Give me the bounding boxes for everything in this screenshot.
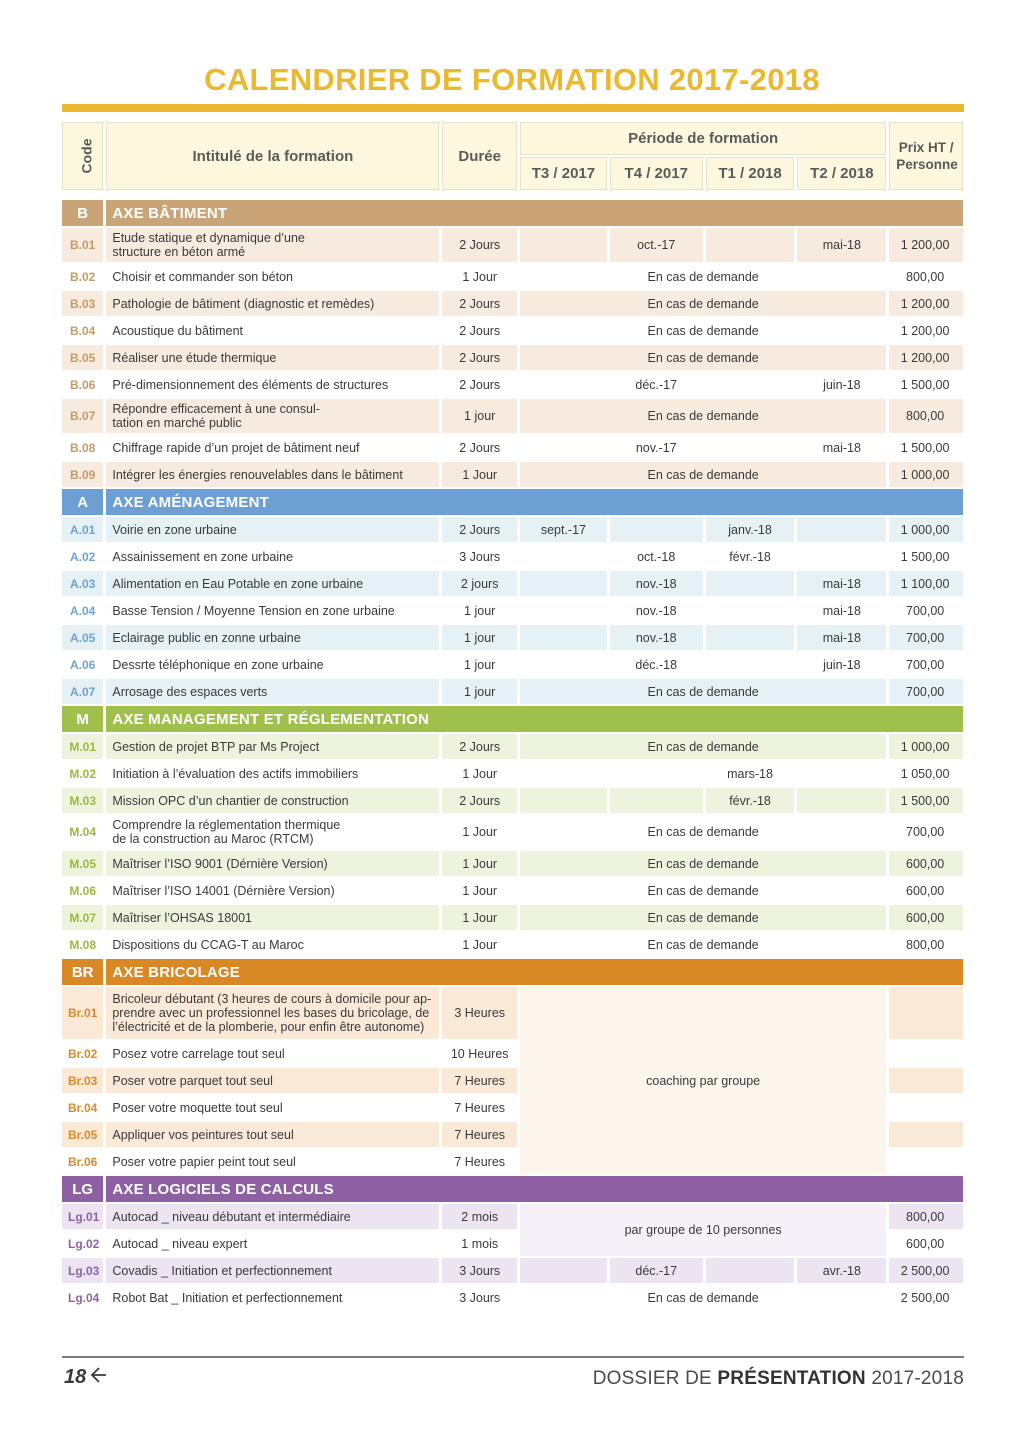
- course-duration: 2 Jours: [442, 318, 517, 343]
- course-code: B.03: [62, 291, 103, 316]
- course-title: Posez votre carrelage tout seul: [106, 1041, 439, 1066]
- course-title: Mission OPC d’un chantier de construction: [106, 788, 439, 813]
- period-t1: [706, 571, 795, 596]
- course-duration: 3 Jours: [442, 544, 517, 569]
- on-demand-note: En cas de demande: [520, 679, 886, 704]
- course-title: Voirie en zone urbaine: [106, 517, 439, 542]
- header-period-t1-2018: T1 / 2018: [706, 157, 795, 190]
- coaching-note: coaching par groupe: [520, 987, 886, 1174]
- period-t3: [520, 652, 607, 677]
- left-arrow-icon: [90, 1365, 108, 1385]
- section-code: M: [62, 706, 103, 732]
- period-t2: juin-18: [797, 652, 886, 677]
- section-code: LG: [62, 1176, 103, 1202]
- page-title: CALENDRIER DE FORMATION 2017-2018: [204, 62, 820, 97]
- period-t2: avr.-18: [797, 1258, 886, 1283]
- period-t2: juin-18: [797, 372, 886, 397]
- header-duree: Durée: [442, 122, 517, 190]
- course-title: Eclairage public en zonne urbaine: [106, 625, 439, 650]
- course-duration: 2 Jours: [442, 435, 517, 460]
- course-price: [889, 1095, 963, 1120]
- course-code: B.05: [62, 345, 103, 370]
- header-period-t3-2017: T3 / 2017: [520, 157, 607, 190]
- course-duration: 2 Jours: [442, 345, 517, 370]
- course-price: 800,00: [889, 264, 963, 289]
- period-t2: [797, 761, 886, 786]
- course-title: Acoustique du bâtiment: [106, 318, 439, 343]
- table-row: [62, 1258, 963, 1283]
- course-price: 1 500,00: [889, 788, 963, 813]
- period-t2: mai-18: [797, 228, 886, 262]
- course-title: Arrosage des espaces verts: [106, 679, 439, 704]
- course-code: A.03: [62, 571, 103, 596]
- course-duration: 7 Heures: [442, 1149, 517, 1174]
- course-code: B.09: [62, 462, 103, 487]
- period-t4: nov.-18: [610, 625, 703, 650]
- course-code: B.07: [62, 399, 103, 433]
- course-price: [889, 1149, 963, 1174]
- title-underline: [62, 104, 964, 112]
- table-row: [62, 987, 963, 1039]
- course-code: B.01: [62, 228, 103, 262]
- period-t2: [797, 544, 886, 569]
- course-price: 700,00: [889, 598, 963, 623]
- section-br: [62, 959, 963, 985]
- table-row: [62, 652, 963, 677]
- course-duration: 2 mois: [442, 1204, 517, 1229]
- course-price: 1 200,00: [889, 291, 963, 316]
- period-t4: nov.-17: [610, 435, 703, 460]
- course-code: M.06: [62, 878, 103, 903]
- course-code: M.03: [62, 788, 103, 813]
- course-code: A.05: [62, 625, 103, 650]
- course-price: 600,00: [889, 851, 963, 876]
- course-title: Pré-dimensionnement des éléments de structures: [106, 372, 439, 397]
- course-title: Alimentation en Eau Potable en zone urbaine: [106, 571, 439, 596]
- section-b: [62, 200, 963, 226]
- course-title: Autocad _ niveau expert: [106, 1231, 439, 1256]
- page-number: 18: [64, 1366, 87, 1388]
- course-duration: 1 Jour: [442, 264, 517, 289]
- course-code: Br.03: [62, 1068, 103, 1093]
- course-code: M.01: [62, 734, 103, 759]
- course-code: M.07: [62, 905, 103, 930]
- on-demand-note: En cas de demande: [520, 345, 886, 370]
- course-duration: 10 Heures: [442, 1041, 517, 1066]
- period-t1: [706, 228, 795, 262]
- section-a: [62, 489, 963, 515]
- course-price: 800,00: [889, 399, 963, 433]
- period-t3: [520, 544, 607, 569]
- table-row: [62, 932, 963, 957]
- period-t3: [520, 1258, 607, 1283]
- on-demand-note: En cas de demande: [520, 815, 886, 849]
- course-title: Intégrer les énergies renouvelables dans le bâtiment: [106, 462, 439, 487]
- course-duration: 2 Jours: [442, 291, 517, 316]
- period-t2: [797, 517, 886, 542]
- course-price: 600,00: [889, 1231, 963, 1256]
- course-code: Br.06: [62, 1149, 103, 1174]
- course-price: 1 100,00: [889, 571, 963, 596]
- period-t3: sept.-17: [520, 517, 607, 542]
- course-code: M.08: [62, 932, 103, 957]
- course-code: Lg.03: [62, 1258, 103, 1283]
- period-t4: nov.-18: [610, 571, 703, 596]
- course-title: Poser votre moquette tout seul: [106, 1095, 439, 1120]
- table-row: [62, 1285, 963, 1310]
- table-row: [62, 571, 963, 596]
- table-row: [62, 625, 963, 650]
- period-t3: [520, 761, 607, 786]
- footer-title: DOSSIER DE PRÉSENTATION 2017-2018: [592, 1368, 964, 1389]
- course-code: M.04: [62, 815, 103, 849]
- course-duration: 1 jour: [442, 598, 517, 623]
- period-t1: févr.-18: [706, 788, 795, 813]
- course-price: [889, 1122, 963, 1147]
- on-demand-note: En cas de demande: [520, 932, 886, 957]
- period-t1: févr.-18: [706, 544, 795, 569]
- table-row: [62, 878, 963, 903]
- on-demand-note: En cas de demande: [520, 264, 886, 289]
- period-t3: [520, 788, 607, 813]
- group-note: par groupe de 10 personnes: [520, 1204, 886, 1256]
- on-demand-note: En cas de demande: [520, 399, 886, 433]
- section-code: BR: [62, 959, 103, 985]
- period-t4: [610, 761, 703, 786]
- table-row: [62, 734, 963, 759]
- course-duration: 3 Heures: [442, 987, 517, 1039]
- header-period-t2-2018: T2 / 2018: [797, 157, 886, 190]
- period-t4: nov.-18: [610, 598, 703, 623]
- header-period-t4-2017: T4 / 2017: [610, 157, 703, 190]
- period-t3: [520, 625, 607, 650]
- course-code: Lg.04: [62, 1285, 103, 1310]
- table-row: [62, 679, 963, 704]
- course-duration: 1 jour: [442, 679, 517, 704]
- table-row: [62, 544, 963, 569]
- table-row: [62, 1204, 963, 1229]
- on-demand-note: En cas de demande: [520, 878, 886, 903]
- course-price: 1 200,00: [889, 345, 963, 370]
- course-code: Br.05: [62, 1122, 103, 1147]
- period-t3: [520, 435, 607, 460]
- table-row: [62, 228, 963, 262]
- course-price: [889, 987, 963, 1039]
- course-title: Dispositions du CCAG-T au Maroc: [106, 932, 439, 957]
- course-price: 600,00: [889, 878, 963, 903]
- section-lg: [62, 1176, 963, 1202]
- course-duration: 1 jour: [442, 399, 517, 433]
- period-t2: mai-18: [797, 435, 886, 460]
- period-t1: [706, 372, 795, 397]
- course-code: A.01: [62, 517, 103, 542]
- period-t2: mai-18: [797, 571, 886, 596]
- course-duration: 7 Heures: [442, 1068, 517, 1093]
- table-row: [62, 462, 963, 487]
- course-price: 1 000,00: [889, 462, 963, 487]
- course-title: Maîtriser l’ISO 14001 (Dérnière Version): [106, 878, 439, 903]
- course-title: Bricoleur débutant (3 heures de cours à domicile pour ap- prendre avec un professionnel les bases du bricolage, de l’électricité et de la plomberie, pour enfin être autonome): [106, 987, 439, 1039]
- period-t1: [706, 435, 795, 460]
- course-price: 700,00: [889, 679, 963, 704]
- section-title: AXE BRICOLAGE: [106, 959, 963, 985]
- course-title: Poser votre parquet tout seul: [106, 1068, 439, 1093]
- course-price: 1 000,00: [889, 734, 963, 759]
- course-price: [889, 1068, 963, 1093]
- period-t1: [706, 625, 795, 650]
- on-demand-note: En cas de demande: [520, 1285, 886, 1310]
- period-t1: mars-18: [706, 761, 795, 786]
- table-row: [62, 399, 963, 433]
- course-price: 700,00: [889, 625, 963, 650]
- course-duration: 3 Jours: [442, 1258, 517, 1283]
- header-code: Code: [62, 122, 103, 190]
- course-title: Pathologie de bâtiment (diagnostic et remèdes): [106, 291, 439, 316]
- course-duration: 7 Heures: [442, 1095, 517, 1120]
- section-code: A: [62, 489, 103, 515]
- course-duration: 1 jour: [442, 625, 517, 650]
- on-demand-note: En cas de demande: [520, 905, 886, 930]
- course-code: B.02: [62, 264, 103, 289]
- period-t4: déc.-17: [610, 372, 703, 397]
- table-row: [62, 517, 963, 542]
- course-code: M.05: [62, 851, 103, 876]
- course-duration: 2 Jours: [442, 734, 517, 759]
- course-code: A.06: [62, 652, 103, 677]
- course-price: 1 500,00: [889, 435, 963, 460]
- course-price: 1 500,00: [889, 544, 963, 569]
- footer-rule: [62, 1356, 964, 1358]
- course-code: M.02: [62, 761, 103, 786]
- period-t1: [706, 598, 795, 623]
- course-title: Comprendre la réglementation thermique de la construction au Maroc (RTCM): [106, 815, 439, 849]
- course-title: Gestion de projet BTP par Ms Project: [106, 734, 439, 759]
- course-code: Br.04: [62, 1095, 103, 1120]
- period-t4: oct.-17: [610, 228, 703, 262]
- course-code: B.06: [62, 372, 103, 397]
- period-t3: [520, 372, 607, 397]
- table-row: [62, 291, 963, 316]
- section-title: AXE LOGICIELS DE CALCULS: [106, 1176, 963, 1202]
- on-demand-note: En cas de demande: [520, 462, 886, 487]
- period-t1: janv.-18: [706, 517, 795, 542]
- course-price: 1 000,00: [889, 517, 963, 542]
- section-m: [62, 706, 963, 732]
- course-code: Lg.02: [62, 1231, 103, 1256]
- period-t1: [706, 652, 795, 677]
- course-title: Répondre efficacement à une consul- tation en marché public: [106, 399, 439, 433]
- table-row: [62, 761, 963, 786]
- course-code: Br.02: [62, 1041, 103, 1066]
- course-duration: 2 Jours: [442, 372, 517, 397]
- period-t3: [520, 228, 607, 262]
- period-t4: [610, 788, 703, 813]
- course-price: [889, 1041, 963, 1066]
- section-title: AXE MANAGEMENT ET RÉGLEMENTATION: [106, 706, 963, 732]
- course-duration: 1 Jour: [442, 932, 517, 957]
- course-price: 1 050,00: [889, 761, 963, 786]
- course-title: Maîtriser l’OHSAS 18001: [106, 905, 439, 930]
- course-title: Appliquer vos peintures tout seul: [106, 1122, 439, 1147]
- on-demand-note: En cas de demande: [520, 734, 886, 759]
- course-duration: 1 Jour: [442, 462, 517, 487]
- period-t3: [520, 571, 607, 596]
- on-demand-note: En cas de demande: [520, 291, 886, 316]
- course-code: B.08: [62, 435, 103, 460]
- table-row: [62, 905, 963, 930]
- period-t1: [706, 1258, 795, 1283]
- course-title: Maîtriser l’ISO 9001 (Dérnière Version): [106, 851, 439, 876]
- training-calendar-table: [59, 120, 966, 1312]
- header-periode: Période de formation: [520, 122, 886, 155]
- course-code: A.04: [62, 598, 103, 623]
- on-demand-note: En cas de demande: [520, 851, 886, 876]
- period-t4: déc.-17: [610, 1258, 703, 1283]
- table-row: [62, 318, 963, 343]
- course-duration: 1 jour: [442, 652, 517, 677]
- course-duration: 2 jours: [442, 571, 517, 596]
- table-row: [62, 851, 963, 876]
- course-title: Robot Bat _ Initiation et perfectionnement: [106, 1285, 439, 1310]
- course-title: Réaliser une étude thermique: [106, 345, 439, 370]
- course-price: 700,00: [889, 815, 963, 849]
- period-t3: [520, 598, 607, 623]
- period-t4: oct.-18: [610, 544, 703, 569]
- course-title: Initiation à l’évaluation des actifs immobiliers: [106, 761, 439, 786]
- course-price: 2 500,00: [889, 1258, 963, 1283]
- course-price: 800,00: [889, 932, 963, 957]
- course-title: Dessrte téléphonique en zone urbaine: [106, 652, 439, 677]
- table-row: [62, 264, 963, 289]
- course-price: 800,00: [889, 1204, 963, 1229]
- table-row: [62, 372, 963, 397]
- section-code: B: [62, 200, 103, 226]
- course-code: A.07: [62, 679, 103, 704]
- course-duration: 2 Jours: [442, 228, 517, 262]
- course-duration: 3 Jours: [442, 1285, 517, 1310]
- course-code: A.02: [62, 544, 103, 569]
- header-intitule: Intitulé de la formation: [106, 122, 439, 190]
- section-title: AXE AMÉNAGEMENT: [106, 489, 963, 515]
- course-title: Autocad _ niveau débutant et intermédiaire: [106, 1204, 439, 1229]
- course-duration: 1 Jour: [442, 878, 517, 903]
- course-price: 600,00: [889, 905, 963, 930]
- course-duration: 2 Jours: [442, 517, 517, 542]
- header-prix: Prix HT / Personne: [889, 122, 963, 190]
- course-duration: 2 Jours: [442, 788, 517, 813]
- period-t2: mai-18: [797, 625, 886, 650]
- section-title: AXE BÂTIMENT: [106, 200, 963, 226]
- table-row: [62, 788, 963, 813]
- on-demand-note: En cas de demande: [520, 318, 886, 343]
- table-row: [62, 345, 963, 370]
- course-duration: 1 Jour: [442, 905, 517, 930]
- course-code: Br.01: [62, 987, 103, 1039]
- course-title: Assainissement en zone urbaine: [106, 544, 439, 569]
- course-price: 700,00: [889, 652, 963, 677]
- course-title: Etude statique et dynamique d’une structure en béton armé: [106, 228, 439, 262]
- course-price: 2 500,00: [889, 1285, 963, 1310]
- table-row: [62, 598, 963, 623]
- period-t2: [797, 788, 886, 813]
- course-price: 1 200,00: [889, 318, 963, 343]
- course-price: 1 200,00: [889, 228, 963, 262]
- course-title: Choisir et commander son béton: [106, 264, 439, 289]
- course-price: 1 500,00: [889, 372, 963, 397]
- period-t4: déc.-18: [610, 652, 703, 677]
- course-code: B.04: [62, 318, 103, 343]
- course-duration: 1 Jour: [442, 815, 517, 849]
- table-row: [62, 815, 963, 849]
- course-code: Lg.01: [62, 1204, 103, 1229]
- course-duration: 1 Jour: [442, 851, 517, 876]
- course-title: Covadis _ Initiation et perfectionnement: [106, 1258, 439, 1283]
- course-duration: 1 Jour: [442, 761, 517, 786]
- table-row: [62, 435, 963, 460]
- course-title: Chiffrage rapide d’un projet de bâtiment neuf: [106, 435, 439, 460]
- course-duration: 7 Heures: [442, 1122, 517, 1147]
- course-duration: 1 mois: [442, 1231, 517, 1256]
- course-title: Basse Tension / Moyenne Tension en zone urbaine: [106, 598, 439, 623]
- period-t4: [610, 517, 703, 542]
- period-t2: mai-18: [797, 598, 886, 623]
- course-title: Poser votre papier peint tout seul: [106, 1149, 439, 1174]
